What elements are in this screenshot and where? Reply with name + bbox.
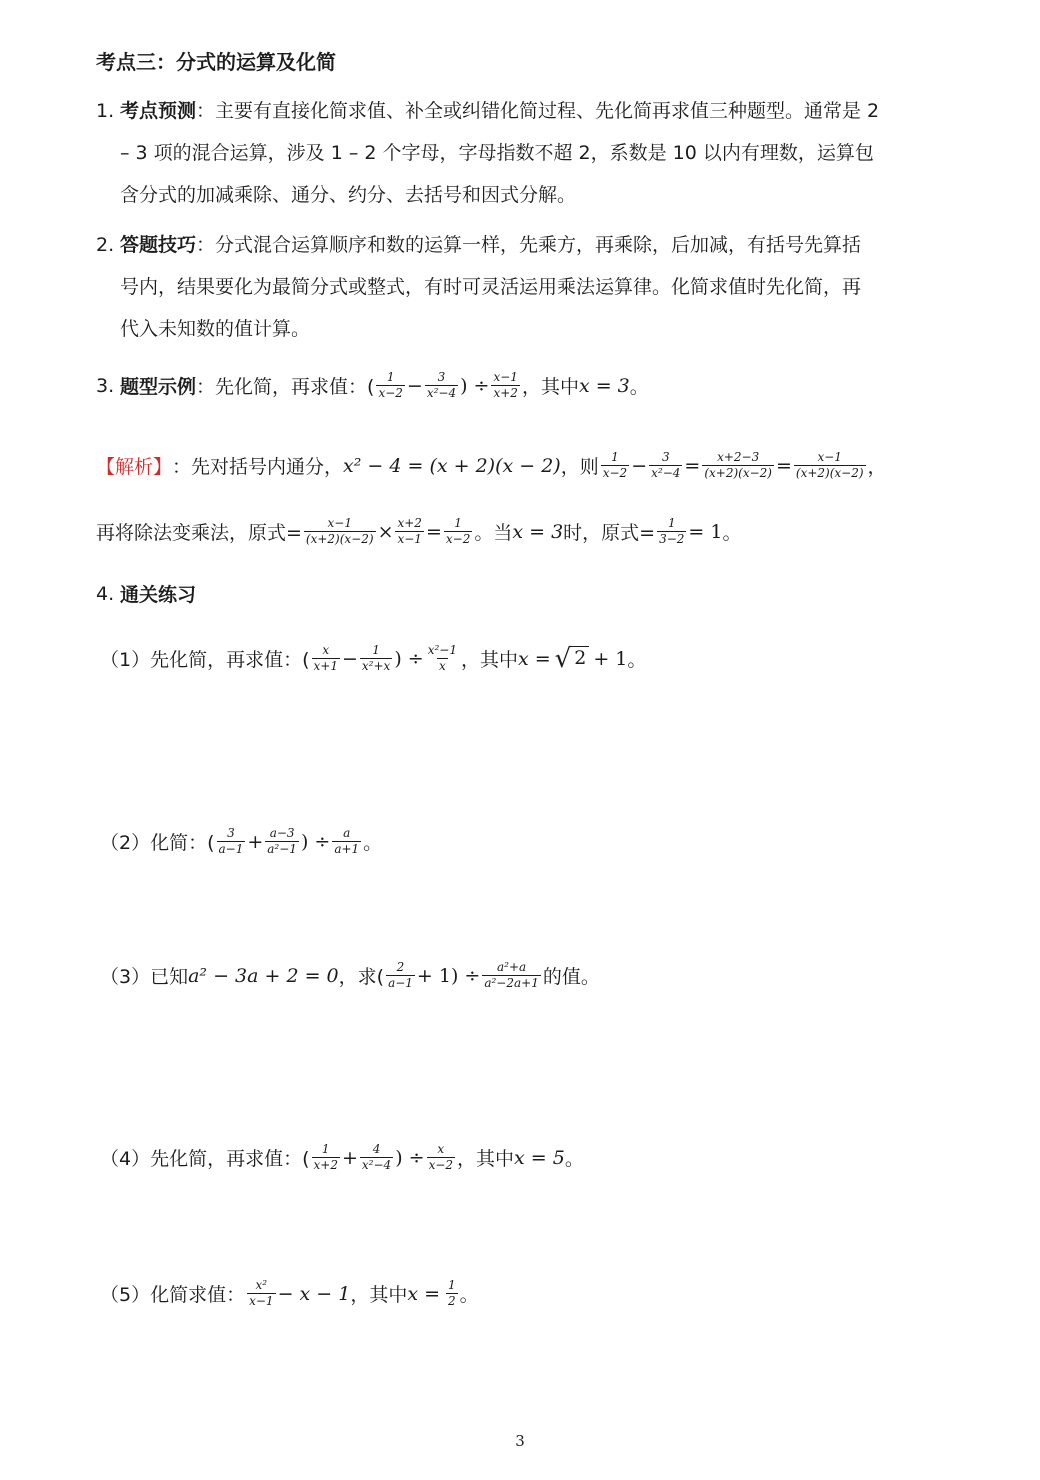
q2-label: （2）化简：( bbox=[100, 832, 215, 854]
analysis-frac-2: $\frac{3}{\text{x²−4}}$ bbox=[651, 450, 681, 480]
q1-minus: − bbox=[341, 647, 358, 670]
q1-condition: x = bbox=[517, 647, 551, 670]
analysis-text-3: 。当 bbox=[474, 522, 513, 544]
q5-label: （5）化简求值： bbox=[100, 1284, 246, 1306]
item-1-line1: ：主要有直接化简求值、补全或纠错化简过程、先化简再求值三种题型。通常是 2 bbox=[196, 100, 880, 122]
practice-number: 4. bbox=[96, 582, 115, 605]
item-2 bbox=[96, 224, 986, 350]
analysis-text-2: 再将除法变乘法，原式= bbox=[96, 522, 302, 544]
q1-where: ，其中 bbox=[460, 649, 518, 671]
q5-rest: − x − 1 bbox=[277, 1282, 351, 1305]
section-title: 考点三：分式的运算及化简 bbox=[96, 50, 336, 74]
q2-frac-3: $\frac{a}{a+1}$ bbox=[334, 826, 360, 856]
page-number: 3 bbox=[515, 1432, 525, 1450]
q1-frac-1: $\frac{x}{x+1}$ bbox=[313, 643, 338, 673]
item-2-number: 2. bbox=[96, 234, 115, 256]
item-1-label: 考点预测 bbox=[120, 100, 197, 122]
q4-frac-2: $\frac{4}{\text{x²−4}}$ bbox=[361, 1142, 392, 1172]
item-1-line2: – 3 项的混合运算，涉及 1 – 2 个字母，字母指数不超 2，系数是 10 以内有理数，运算包 bbox=[120, 142, 874, 164]
example-frac-2: $\frac{3}{\text{x²−4}}$ bbox=[426, 370, 457, 400]
analysis-result: = 1 bbox=[688, 520, 723, 543]
analysis-frac-4: $\frac{x-1}{(x+2)(x-2)}$ bbox=[795, 450, 864, 480]
q3-frac-1: $\frac{2}{a-1}$ bbox=[388, 960, 413, 990]
q4-label: （4）先化简，再求值：( bbox=[100, 1148, 310, 1170]
item-1 bbox=[96, 90, 986, 216]
sqrt-icon: √ bbox=[554, 643, 572, 674]
q1-label: （1）先化简，再求值：( bbox=[100, 649, 310, 671]
q3-end: 的值。 bbox=[542, 966, 600, 988]
q4-end: 。 bbox=[564, 1148, 584, 1170]
example-prefix: ：先化简，再求值：( bbox=[196, 376, 375, 398]
analysis-eq-sign-2: = bbox=[775, 454, 792, 477]
analysis-end: 。 bbox=[722, 522, 742, 544]
analysis-minus: − bbox=[631, 454, 648, 477]
example-condition: x = 3 bbox=[578, 374, 630, 397]
q4-div: ) ÷ bbox=[395, 1146, 425, 1169]
q5-where: ，其中 bbox=[350, 1284, 408, 1306]
q2-div: ) ÷ bbox=[300, 830, 331, 853]
analysis-times: × bbox=[377, 520, 394, 543]
analysis-frac-g4: $\frac{1}{3-2}$ bbox=[659, 516, 685, 546]
question-2 bbox=[100, 826, 382, 857]
question-3 bbox=[100, 960, 600, 991]
q5-frac-1: $\frac{\text{x²}}{x-1}$ bbox=[249, 1278, 274, 1308]
analysis-frac-g1: $\frac{x-1}{(x+2)(x-2)}$ bbox=[305, 516, 374, 546]
item-2-label: 答题技巧 bbox=[120, 234, 197, 256]
q3-frac-2: $\frac{\text{a²+a}}{\text{a²−2a+1}}$ bbox=[484, 960, 539, 990]
example-div: ) ÷ bbox=[460, 374, 490, 397]
q1-frac-3: $\frac{\text{x²−1}}{x}$ bbox=[427, 643, 457, 673]
q5-condition: x = bbox=[407, 1282, 441, 1305]
item-2-line2: 号内，结果要化为最简分式或整式，有时可灵活运用乘法运算律。化简求值时先化简，再 bbox=[120, 276, 862, 298]
q2-frac-2: $\frac{a-3}{\text{a²−1}}$ bbox=[267, 826, 297, 856]
example-label: 题型示例 bbox=[120, 376, 197, 398]
item-2-line3: 代入未知数的值计算。 bbox=[120, 318, 311, 340]
analysis-eq-sign-3: = bbox=[425, 520, 442, 543]
analysis-eq-sign-1: = bbox=[684, 454, 701, 477]
q1-frac-2: $\frac{1}{\text{x²+x}}$ bbox=[361, 643, 391, 673]
example-minus: − bbox=[406, 374, 423, 397]
q2-end: 。 bbox=[363, 832, 383, 854]
practice-heading bbox=[96, 580, 196, 607]
q3-ask: ，求( bbox=[338, 966, 385, 988]
q4-where: ，其中 bbox=[457, 1148, 515, 1170]
item-2-line1: ：分式混合运算顺序和数的运算一样，先乘方，再乘除，后加减，有括号先算括 bbox=[196, 234, 862, 256]
example-frac-3: $\frac{x-1}{x+2}$ bbox=[493, 370, 518, 400]
question-4 bbox=[100, 1142, 584, 1173]
q2-frac-1: $\frac{3}{a-1}$ bbox=[218, 826, 244, 856]
analysis-frac-g2: $\frac{x+2}{x-1}$ bbox=[397, 516, 422, 546]
q4-frac-1: $\frac{1}{x+2}$ bbox=[313, 1142, 338, 1172]
q2-plus: + bbox=[247, 830, 264, 853]
item-1-number: 1. bbox=[96, 100, 115, 122]
analysis-line-1 bbox=[96, 450, 887, 481]
example-number: 3. bbox=[96, 374, 115, 397]
q4-frac-3: $\frac{x}{x-2}$ bbox=[428, 1142, 454, 1172]
example-suffix: ，其中 bbox=[521, 376, 579, 398]
question-5 bbox=[100, 1278, 479, 1309]
example-end: 。 bbox=[629, 376, 649, 398]
analysis-frac-1: $\frac{1}{x-2}$ bbox=[602, 450, 628, 480]
analysis-line-2 bbox=[96, 516, 742, 547]
example-line bbox=[96, 370, 649, 401]
q5-frac-2: $\frac{1}{2}$ bbox=[448, 1278, 456, 1308]
analysis-text-4: 时，原式= bbox=[563, 522, 656, 544]
example-frac-1: $\frac{1}{x-2}$ bbox=[378, 370, 403, 400]
q1-end: 。 bbox=[627, 649, 647, 671]
q1-div: ) ÷ bbox=[394, 647, 424, 670]
q4-condition: x = 5 bbox=[514, 1146, 565, 1169]
analysis-comma: ， bbox=[867, 456, 887, 478]
analysis-condition: x = 3 bbox=[512, 520, 564, 543]
q5-end: 。 bbox=[459, 1284, 479, 1306]
practice-label: 通关练习 bbox=[120, 584, 197, 606]
analysis-frac-3: $\frac{x+2-3}{(x+2)(x-2)}$ bbox=[704, 450, 772, 480]
q3-label: （3）已知 bbox=[100, 966, 189, 988]
q4-plus: + bbox=[341, 1146, 358, 1169]
analysis-frac-g3: $\frac{1}{x-2}$ bbox=[445, 516, 471, 546]
analysis-then: ，则 bbox=[560, 456, 599, 478]
q1-plus: + 1 bbox=[593, 647, 628, 670]
q1-sqrt: √ 2 bbox=[555, 646, 590, 672]
q3-equation: a² − 3a + 2 = 0 bbox=[188, 964, 339, 987]
question-1 bbox=[100, 643, 646, 674]
item-1-line3: 含分式的加减乘除、通分、约分、去括号和因式分解。 bbox=[120, 184, 577, 206]
analysis-text-1: ：先对括号内通分， bbox=[172, 456, 344, 478]
analysis-eq-1: x² − 4 = (x + 2)(x − 2) bbox=[343, 454, 561, 477]
q3-plus: + 1) ÷ bbox=[416, 964, 481, 987]
analysis-tag: 【解析】 bbox=[96, 456, 173, 478]
